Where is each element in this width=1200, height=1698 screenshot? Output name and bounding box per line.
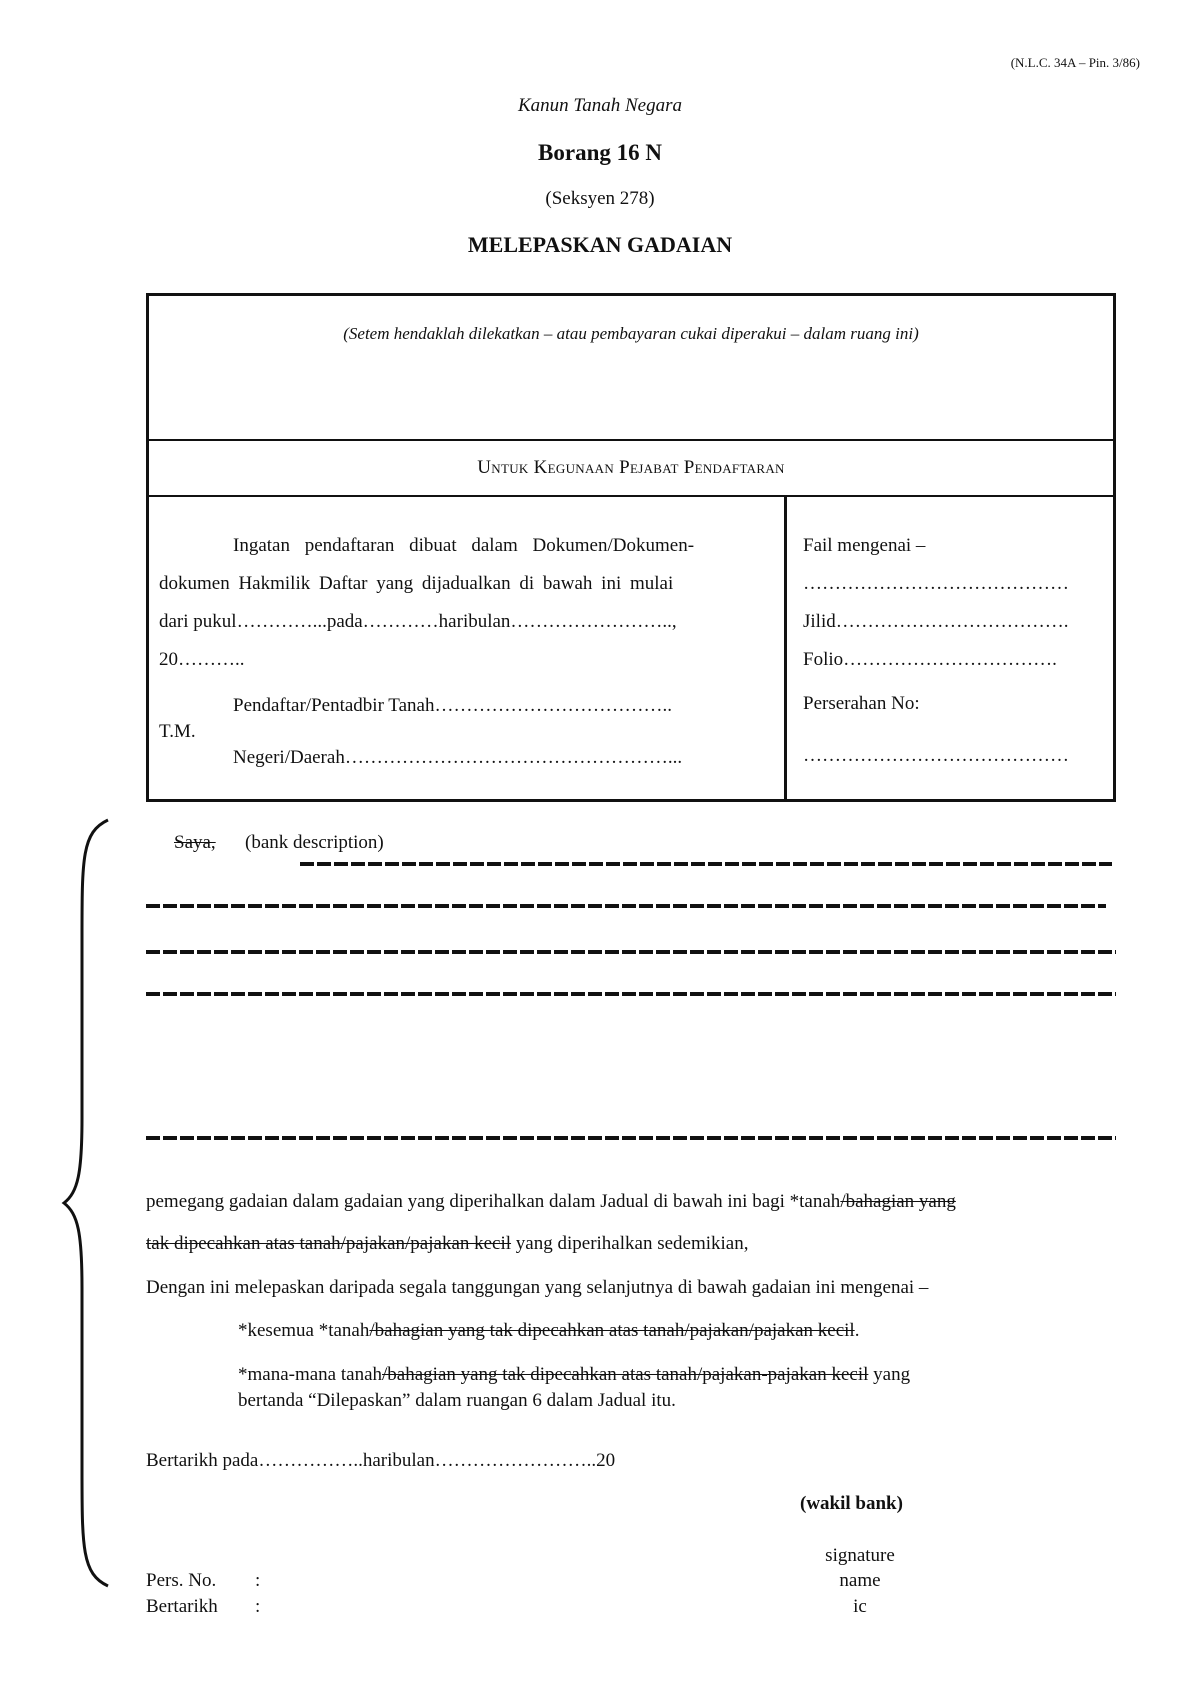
presentation-dots: ……………………………………	[803, 745, 1069, 766]
registration-line-4: 20………..	[159, 649, 245, 670]
option-2-line-2: bertanda “Dilepaskan” dalam ruangan 6 dalam Jadual itu.	[238, 1390, 676, 1411]
saya-label	[174, 832, 216, 854]
dated-line: Bertarikh pada……………..haribulan……………………..20	[146, 1450, 616, 1471]
registrar-line: Pendaftar/Pentadbir Tanah………………………………..	[233, 695, 672, 716]
fill-line-3	[146, 950, 1116, 954]
fill-line-2	[146, 904, 1106, 908]
date-label: Bertarikh	[146, 1596, 218, 1617]
file-cell	[787, 497, 1113, 799]
option-2-line-1	[238, 1364, 910, 1386]
document-title: MELEPASKAN GADAIAN	[467, 232, 733, 257]
law-title: Kanun Tanah Negara	[518, 95, 682, 116]
registration-line-1: Ingatan pendaftaran dibuat dalam Dokumen/Dokumen-	[233, 535, 695, 556]
pers-no-colon: :	[255, 1570, 261, 1591]
registry-box	[146, 293, 1116, 802]
paragraph-1-text: pemegang gadaian dalam gadaian yang diperihalkan dalam Jadual di bawah ini bagi *tanah	[146, 1191, 841, 1212]
paragraph-2: Dengan ini melepaskan daripada segala tanggungan yang selanjutnya di bawah gadaian ini mengenai –	[146, 1277, 929, 1298]
paragraph-1-line-2	[146, 1233, 748, 1255]
form-reference: (N.L.C. 34A – Pin. 3/86)	[1010, 55, 1140, 70]
signature-label: signature	[825, 1545, 895, 1566]
pers-no-label: Pers. No.	[146, 1570, 217, 1591]
stamp-note: (Setem hendaklah dilekatkan – atau pembayaran cukai diperakui – dalam ruang ini)	[343, 324, 919, 343]
jilid-line: Jilid……………………………….	[803, 611, 1069, 632]
tm-label: T.M.	[159, 721, 196, 742]
option-2-struck: /bahagian yang tak dipecahkan atas tanah/pajakan-pajakan kecil	[382, 1364, 869, 1385]
saya-struck: Saya,	[174, 832, 216, 853]
bank-representative: (wakil bank)	[800, 1493, 903, 1514]
bank-description: (bank description)	[245, 832, 384, 853]
office-use-heading: Untuk Kegunaan Pejabat Pendaftaran	[149, 441, 1113, 497]
option-1-end: .	[854, 1320, 860, 1341]
option-2-end: yang	[868, 1364, 911, 1385]
paragraph-1-end: yang diperihalkan sedemikian,	[511, 1233, 749, 1254]
registration-line-2: dokumen Hakmilik Daftar yang dijadualkan di bawah ini mulai	[159, 573, 674, 594]
fill-line-1	[300, 862, 1112, 866]
option-1	[238, 1320, 859, 1342]
state-district-line: Negeri/Daerah……………………………………………...	[233, 747, 683, 768]
option-2-text: *mana-mana tanah	[238, 1364, 383, 1385]
file-label: Fail mengenai –	[803, 535, 926, 556]
paragraph-1-struck-2: tak dipecahkan atas tanah/pajakan/pajakan kecil	[146, 1233, 512, 1254]
option-1-text: *kesemua *tanah	[238, 1320, 370, 1341]
fill-line-5	[146, 1136, 1116, 1140]
curly-brace	[60, 818, 120, 1588]
date-colon: :	[255, 1596, 261, 1617]
file-dots: ……………………………………	[803, 573, 1069, 594]
paragraph-1-struck-1: /bahagian yang	[840, 1191, 956, 1212]
option-1-struck: /bahagian yang tak dipecahkan atas tanah/pajakan/pajakan kecil	[369, 1320, 855, 1341]
stamp-area	[149, 296, 1113, 441]
fill-line-4	[146, 992, 1116, 996]
registration-line-3: dari pukul…………...pada…………haribulan……………………..,	[159, 611, 677, 632]
ic-label: ic	[853, 1596, 867, 1617]
form-number: Borang 16 N	[538, 140, 662, 165]
name-label: name	[839, 1570, 881, 1591]
section-reference: (Seksyen 278)	[545, 188, 655, 209]
paragraph-1-line-1	[146, 1191, 956, 1213]
folio-line: Folio…………………………….	[803, 649, 1057, 670]
registration-cell	[149, 497, 787, 799]
presentation-label: Perserahan No:	[803, 693, 920, 714]
